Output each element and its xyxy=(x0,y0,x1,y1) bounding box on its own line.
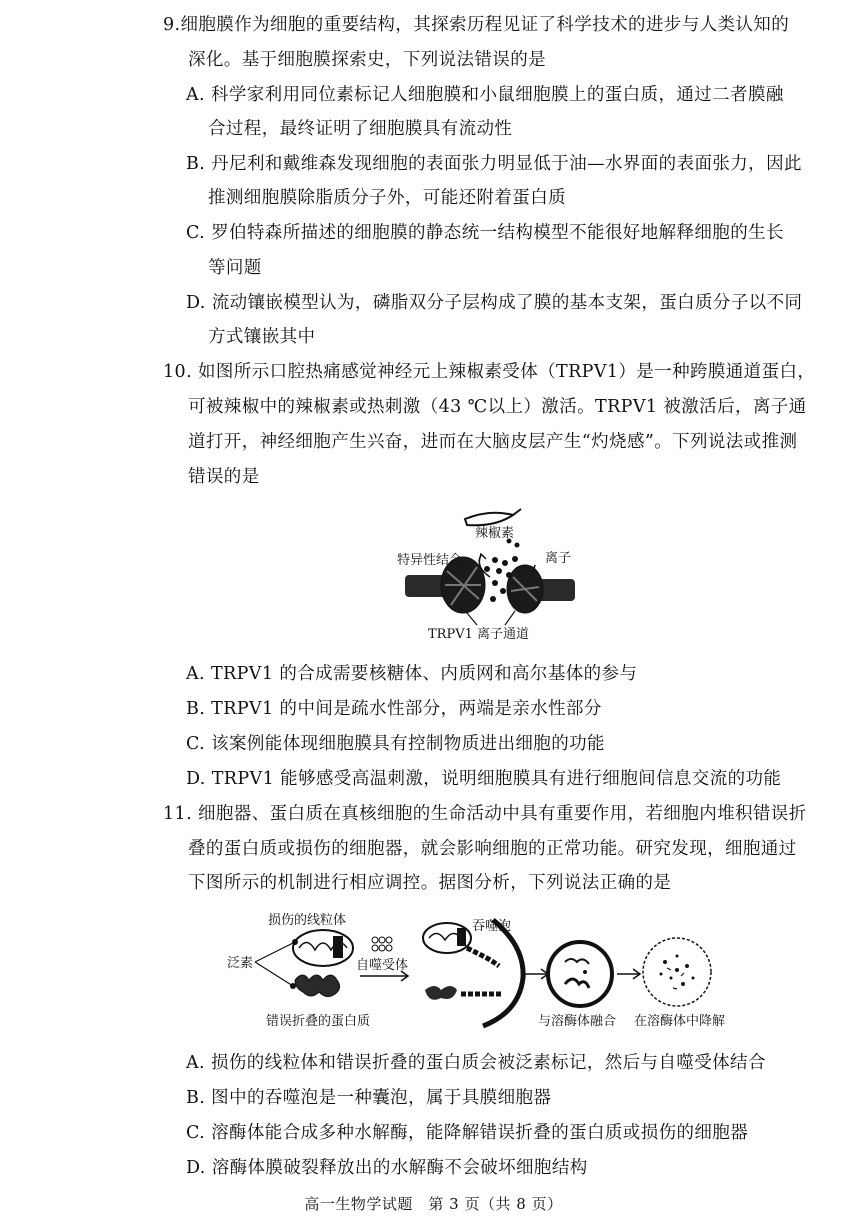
channel-label: TRPV1 离子通道 xyxy=(428,627,529,642)
q11-stem-line-3: 下图所示的机制进行相应调控。据图分析，下列说法正确的是 xyxy=(188,873,672,893)
q11-stem-line-2: 叠的蛋白质或损伤的细胞器，就会影响细胞的正常功能。研究发现，细胞通过 xyxy=(188,839,797,859)
fuse-label: 与溶酶体融合 xyxy=(538,1014,617,1029)
misfolded-label: 错误折叠的蛋白质 xyxy=(266,1014,371,1029)
q9-option-d-cont: 方式镶嵌其中 xyxy=(208,327,316,347)
q9-stem-line-1: 9.细胞膜作为细胞的重要结构，其探索历程见证了科学技术的进步与人类认知的 xyxy=(163,15,790,35)
specific-binding-label: 特异性结合 xyxy=(397,553,463,568)
phagophore-label: 吞噬泡 xyxy=(472,919,512,934)
lysosome-fuse-icon xyxy=(548,942,612,1006)
q11-option-b: B. 图中的吞噬泡是一种囊泡，属于具膜细胞器 xyxy=(186,1088,552,1108)
q11-option-c: C. 溶酶体能合成多种水解酶，能降解错误折叠的蛋白质或损伤的细胞器 xyxy=(186,1123,749,1143)
q10-option-c: C. 该案例能体现细胞膜具有控制物质进出细胞的功能 xyxy=(186,734,605,754)
q10-stem-line-2: 可被辣椒中的辣椒素或热刺激（43 ℃以上）激活。TRPV1 被激活后，离子通 xyxy=(188,397,807,417)
q11-option-a: A. 损伤的线粒体和错误折叠的蛋白质会被泛素标记，然后与自噬受体结合 xyxy=(186,1053,766,1073)
ion-label: 离子 xyxy=(545,551,572,566)
ubiquitin-label: 泛素 xyxy=(227,956,254,971)
q11-option-d: D. 溶酶体膜破裂释放出的水解酶不会破坏细胞结构 xyxy=(186,1158,588,1178)
capsaicin-label: 辣椒素 xyxy=(475,526,515,541)
q9-option-c-cont: 等问题 xyxy=(208,258,262,278)
q10-option-d: D. TRPV1 能够感受高温刺激，说明细胞膜具有进行细胞间信息交流的功能 xyxy=(186,769,782,789)
q10-stem-line-4: 错误的是 xyxy=(188,467,260,487)
degrade-label: 在溶酶体中降解 xyxy=(634,1014,726,1029)
q9-option-a-cont: 合过程，最终证明了细胞膜具有流动性 xyxy=(208,119,513,139)
q9-option-a: A. 科学家利用同位素标记人细胞膜和小鼠细胞膜上的蛋白质，通过二者膜融 xyxy=(186,85,784,105)
q9-option-c: C. 罗伯特森所描述的细胞膜的静态统一结构模型不能很好地解释细胞的生长 xyxy=(186,223,784,243)
q10-stem-line-1: 10. 如图所示口腔热痛感觉神经元上辣椒素受体（TRPV1）是一种跨膜通道蛋白， xyxy=(163,362,816,382)
damaged-mito-label: 损伤的线粒体 xyxy=(268,913,347,928)
q9-option-d: D. 流动镶嵌模型认为，磷脂双分子层构成了膜的基本支架，蛋白质分子以不同 xyxy=(186,293,803,313)
receptor-label: 自噬受体 xyxy=(356,958,409,973)
page-footer: 高一生物学试题 第 3 页（共 8 页） xyxy=(304,1195,563,1213)
q10-option-b: B. TRPV1 的中间是疏水性部分，两端是亲水性部分 xyxy=(186,699,602,719)
misfolded-protein-icon xyxy=(295,975,340,997)
q10-option-a: A. TRPV1 的合成需要核糖体、内质网和高尔基体的参与 xyxy=(186,664,638,684)
damaged-mito-icon xyxy=(293,930,353,966)
q9-stem-line-2: 深化。基于细胞膜探索史，下列说法错误的是 xyxy=(188,50,546,70)
chili-pepper-icon xyxy=(465,513,513,526)
q9-option-b-cont: 推测细胞膜除脂质分子外，可能还附着蛋白质 xyxy=(208,188,566,208)
q9-option-b: B. 丹尼利和戴维森发现细胞的表面张力明显低于油—水界面的表面张力，因此 xyxy=(186,154,802,174)
ion-dot xyxy=(492,557,498,563)
phagophore-icon xyxy=(483,920,523,1026)
q11-stem-line-1: 11. 细胞器、蛋白质在真核细胞的生命活动中具有重要作用，若细胞内堆积错误折 xyxy=(163,804,807,824)
q10-stem-line-3: 道打开，神经细胞产生兴奋，进而在大脑皮层产生“灼烧感”。下列说法或推测 xyxy=(188,432,798,452)
